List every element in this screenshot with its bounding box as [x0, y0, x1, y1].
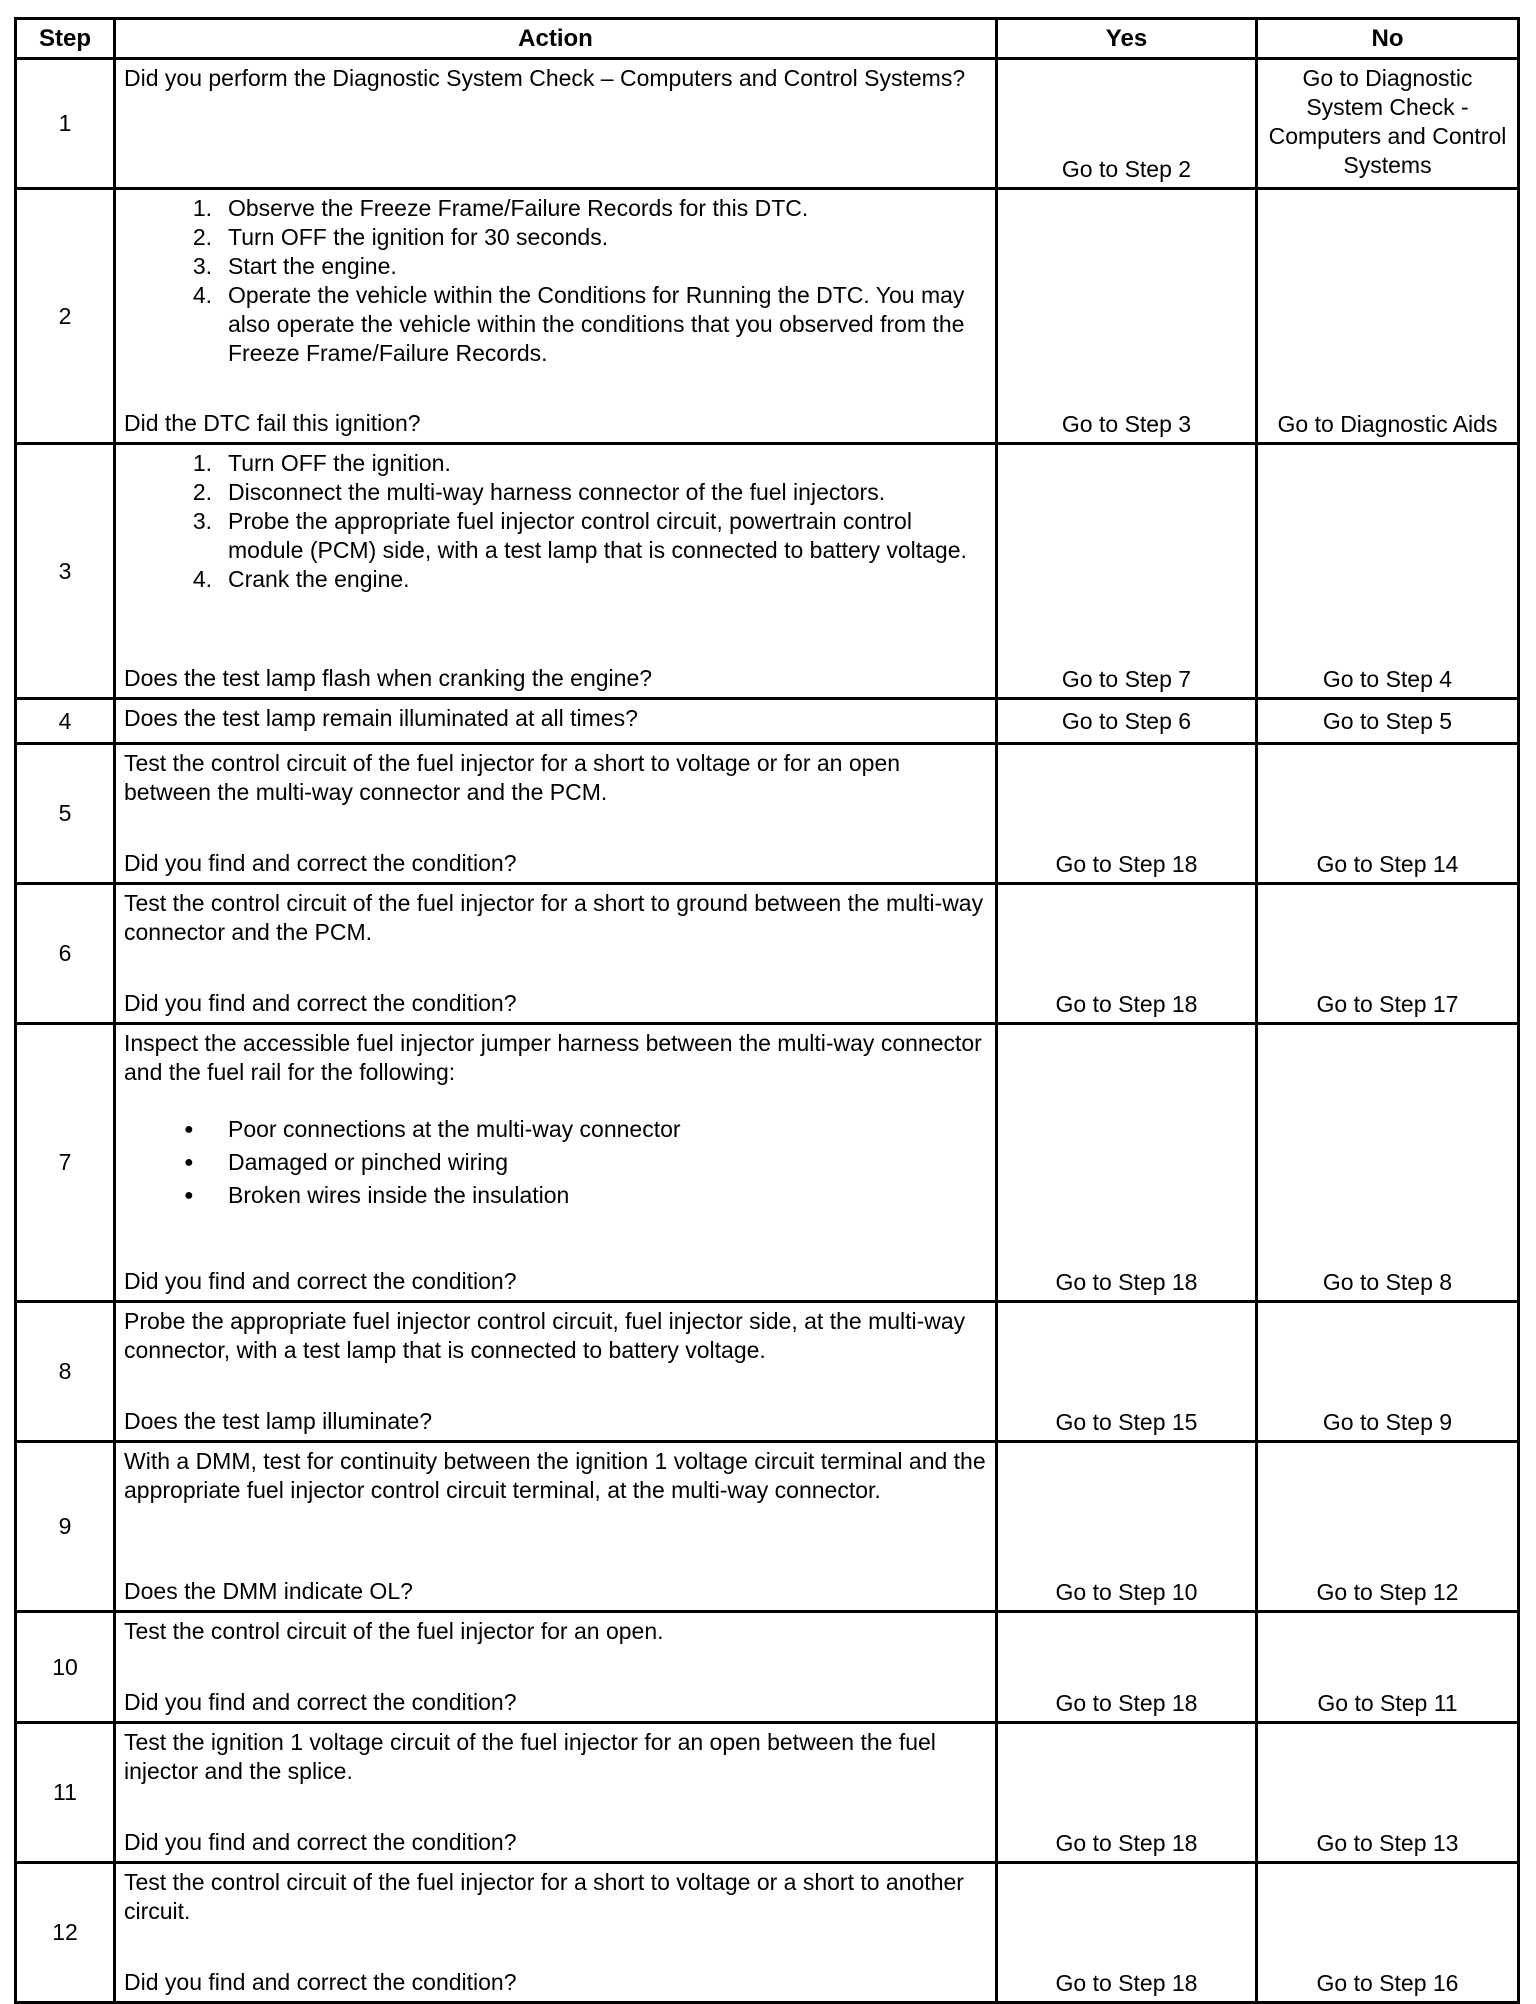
table-row: [16, 59, 1519, 189]
list-item: [124, 1113, 987, 1146]
action-cell: [115, 1612, 997, 1723]
action-intro: Inspect the accessible fuel injector jumper harness between the multi-way connector and the fuel rail for the following:: [124, 1030, 982, 1085]
no-result: Go to Diagnostic Aids: [1257, 189, 1519, 444]
list-number: 3.: [192, 508, 212, 534]
spacer: [124, 1212, 987, 1267]
no-result: Go to Step 8: [1257, 1024, 1519, 1302]
spacer: [124, 947, 987, 989]
action-content: [124, 704, 987, 738]
spacer: [124, 1505, 987, 1577]
action-cell: [115, 1863, 997, 2003]
yes-result: Go to Step 10: [997, 1442, 1257, 1612]
action-content: [124, 1617, 987, 1717]
bullet-icon: ●: [184, 1187, 194, 1204]
spacer: [124, 1786, 987, 1828]
no-result: Go to Step 14: [1257, 744, 1519, 884]
yes-result: Go to Step 2: [997, 59, 1257, 189]
action-question: Did you find and correct the condition?: [124, 1829, 517, 1855]
bullet-icon: ●: [184, 1154, 194, 1171]
yes-result: Go to Step 18: [997, 744, 1257, 884]
table-row: [16, 1723, 1519, 1863]
list-item: [124, 565, 987, 594]
table-row: [16, 1024, 1519, 1302]
step-number: 3: [16, 444, 115, 699]
action-question: Does the test lamp illuminate?: [124, 1408, 433, 1434]
action-cell: [115, 1723, 997, 1863]
step-number: 2: [16, 189, 115, 444]
spacer: [124, 1926, 987, 1968]
list-number: 2.: [192, 479, 212, 505]
action-question: Did you find and correct the condition?: [124, 1969, 517, 1995]
yes-result: Go to Step 18: [997, 1723, 1257, 1863]
action-question: Does the test lamp remain illuminated at all times?: [124, 705, 638, 731]
list-item: [124, 223, 987, 252]
list-item-text: Poor connections at the multi-way connector: [228, 1116, 681, 1142]
action-cell: [115, 444, 997, 699]
list-item: [124, 1146, 987, 1179]
no-result: Go to Step 5: [1257, 699, 1519, 744]
table-row: [16, 699, 1519, 744]
list-item: [124, 1179, 987, 1212]
yes-result: Go to Step 15: [997, 1302, 1257, 1442]
list-item-text: Disconnect the multi-way harness connector of the fuel injectors.: [228, 479, 886, 505]
list-item-text: Probe the appropriate fuel injector control circuit, powertrain control module (PCM) side, with a test lamp that is connected to battery voltage.: [228, 508, 967, 563]
table-row: [16, 1863, 1519, 2003]
action-content: [124, 1307, 987, 1436]
action-cell: [115, 189, 997, 444]
list-item-text: Damaged or pinched wiring: [228, 1149, 508, 1175]
action-question: Does the test lamp flash when cranking the engine?: [124, 665, 653, 691]
diagnostic-table: [14, 17, 1520, 2004]
action-content: [124, 749, 987, 878]
no-result: Go to Step 11: [1257, 1612, 1519, 1723]
list-item-text: Turn OFF the ignition for 30 seconds.: [228, 224, 609, 250]
action-cell: [115, 699, 997, 744]
list-item: [124, 194, 987, 223]
list-item: [124, 449, 987, 478]
list-number: 3.: [192, 253, 212, 279]
header-no: No: [1257, 19, 1519, 59]
spacer: [124, 807, 987, 849]
yes-result: Go to Step 18: [997, 1612, 1257, 1723]
action-intro: Test the ignition 1 voltage circuit of the fuel injector for an open between the fuel injector and the splice.: [124, 1729, 936, 1784]
header-row: [16, 19, 1519, 59]
header-action: Action: [115, 19, 997, 59]
table-row: [16, 744, 1519, 884]
table-row: [16, 884, 1519, 1024]
no-result: Go to Diagnostic System Check - Computers and Control Systems: [1257, 59, 1519, 189]
list-item: [124, 281, 987, 368]
numbered-list: [124, 449, 987, 594]
step-number: 10: [16, 1612, 115, 1723]
no-result: Go to Step 17: [1257, 884, 1519, 1024]
step-number: 1: [16, 59, 115, 189]
list-item: [124, 478, 987, 507]
action-intro: With a DMM, test for continuity between the ignition 1 voltage circuit terminal and the appropriate fuel injector control circuit terminal, at the multi-way connector.: [124, 1448, 986, 1503]
action-intro: Test the control circuit of the fuel injector for a short to voltage or for an open between the multi-way connector and the PCM.: [124, 750, 901, 805]
numbered-list: [124, 194, 987, 368]
yes-result: Go to Step 3: [997, 189, 1257, 444]
no-result: Go to Step 9: [1257, 1302, 1519, 1442]
table-row: [16, 444, 1519, 699]
no-result: Go to Step 13: [1257, 1723, 1519, 1863]
table-row: [16, 1442, 1519, 1612]
spacer: [124, 1365, 987, 1407]
no-result: Go to Step 16: [1257, 1863, 1519, 2003]
action-cell: [115, 1442, 997, 1612]
action-cell: [115, 1302, 997, 1442]
action-intro: Test the control circuit of the fuel injector for an open.: [124, 1618, 664, 1644]
spacer: [124, 1646, 987, 1688]
step-number: 6: [16, 884, 115, 1024]
list-number: 1.: [192, 450, 212, 476]
step-number: 12: [16, 1863, 115, 2003]
list-number: 4.: [192, 566, 212, 592]
list-number: 4.: [192, 282, 212, 308]
spacer: [124, 594, 987, 664]
action-cell: [115, 884, 997, 1024]
list-item: [124, 507, 987, 565]
spacer: [124, 368, 987, 409]
yes-result: Go to Step 18: [997, 1024, 1257, 1302]
list-item-text: Broken wires inside the insulation: [228, 1182, 570, 1208]
no-result: Go to Step 4: [1257, 444, 1519, 699]
action-question: Did you find and correct the condition?: [124, 1268, 517, 1294]
action-intro: Test the control circuit of the fuel injector for a short to ground between the multi-way connector and the PCM.: [124, 890, 984, 945]
step-number: 9: [16, 1442, 115, 1612]
step-number: 8: [16, 1302, 115, 1442]
step-number: 7: [16, 1024, 115, 1302]
table-row: [16, 1612, 1519, 1723]
action-intro: Did you perform the Diagnostic System Check – Computers and Control Systems?: [124, 65, 966, 91]
table-row: [16, 1302, 1519, 1442]
list-item-text: Observe the Freeze Frame/Failure Records for this DTC.: [228, 195, 809, 221]
list-number: 2.: [192, 224, 212, 250]
action-content: [124, 64, 987, 183]
action-question: Did you find and correct the condition?: [124, 990, 517, 1016]
header-yes: Yes: [997, 19, 1257, 59]
action-content: [124, 889, 987, 1018]
no-result: Go to Step 12: [1257, 1442, 1519, 1612]
yes-result: Go to Step 7: [997, 444, 1257, 699]
list-item-text: Crank the engine.: [228, 566, 410, 592]
bullet-list: [124, 1113, 987, 1212]
action-question: Did you find and correct the condition?: [124, 850, 517, 876]
action-content: [124, 1447, 987, 1606]
header-step: Step: [16, 19, 115, 59]
action-cell: [115, 744, 997, 884]
list-number: 1.: [192, 195, 212, 221]
action-question: Did the DTC fail this ignition?: [124, 410, 421, 436]
list-item-text: Operate the vehicle within the Conditions for Running the DTC. You may also operate the vehicle within the conditions that you observed from the Freeze Frame/Failure Records.: [228, 282, 965, 366]
action-question: Did you find and correct the condition?: [124, 1689, 517, 1715]
yes-result: Go to Step 18: [997, 884, 1257, 1024]
table-body: [16, 59, 1519, 2003]
bullet-icon: ●: [184, 1121, 194, 1138]
action-content: [124, 194, 987, 438]
list-item-text: Turn OFF the ignition.: [228, 450, 451, 476]
step-number: 11: [16, 1723, 115, 1863]
step-number: 4: [16, 699, 115, 744]
action-cell: [115, 59, 997, 189]
action-intro: Test the control circuit of the fuel injector for a short to voltage or a short to another circuit.: [124, 1869, 964, 1924]
action-content: [124, 1029, 987, 1296]
action-content: [124, 449, 987, 693]
action-content: [124, 1868, 987, 1997]
table-row: [16, 189, 1519, 444]
action-cell: [115, 1024, 997, 1302]
list-item-text: Start the engine.: [228, 253, 397, 279]
action-question: Does the DMM indicate OL?: [124, 1578, 413, 1604]
action-content: [124, 1728, 987, 1857]
yes-result: Go to Step 6: [997, 699, 1257, 744]
list-item: [124, 252, 987, 281]
step-number: 5: [16, 744, 115, 884]
action-intro: Probe the appropriate fuel injector control circuit, fuel injector side, at the multi-way connector, with a test lamp that is connected to battery voltage.: [124, 1308, 966, 1363]
yes-result: Go to Step 18: [997, 1863, 1257, 2003]
